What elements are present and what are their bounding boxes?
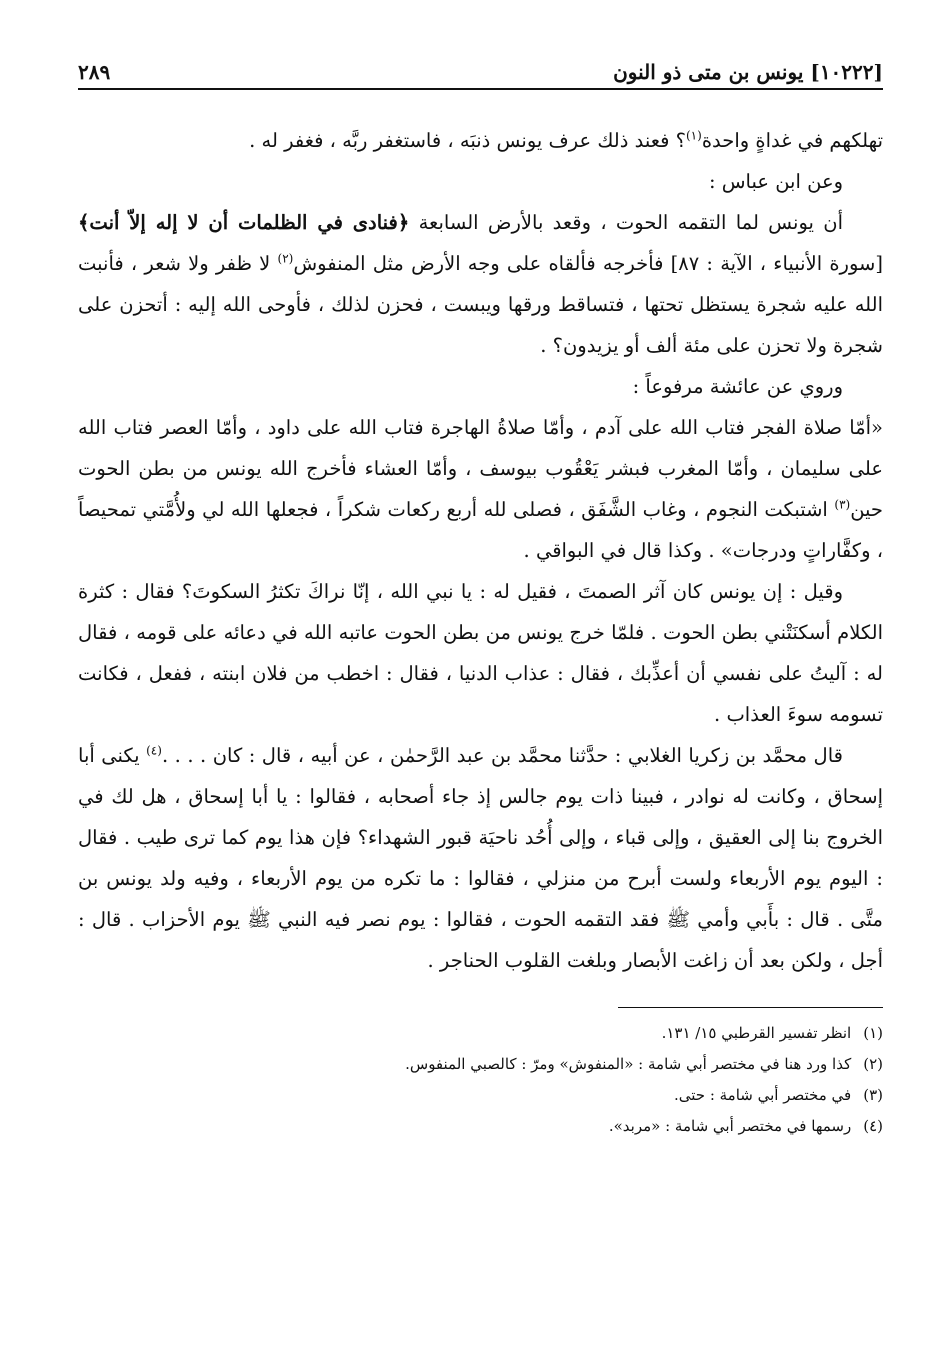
paragraph: أن يونس لما التقمه الحوت ، وقعد بالأرض السابعة ﴿فنادى في الظلمات أن لا إله إلاّ أنت﴾ [سورة الأنبياء ، الآية : ٨٧] فأخرجه فألقاه على وجه الأرض مثل المنفوش$^{(٢)}$ لا ظفر ولا شعر ، فأنبت الله عليه شجرة يستظل تحتها ، فتساقط ورقها ويبست ، فحزن لذلك ، فأوحى الله إليه : أتحزن على شجرة ولا تحزن على مئة ألف أو يزيدون؟ . [78, 211, 883, 357]
footnote-separator [618, 1007, 883, 1008]
quran-quote: ﴿فنادى في الظلمات أن لا إله إلاّ أنت﴾ [78, 211, 410, 234]
footnotes [78, 1018, 883, 1142]
main-text [78, 120, 883, 981]
footnote [78, 1111, 883, 1142]
footnote [78, 1080, 883, 1111]
footnote [78, 1018, 883, 1049]
paragraph: وعن ابن عباس : [708, 170, 843, 193]
footnote-text: رسمها في مختصر أبي شامة : «مربد». [608, 1117, 852, 1135]
footnote-number: (٤) [863, 1117, 883, 1135]
paragraph: قال محمَّد بن زكريا الغلابي : حدَّثنا محمَّد بن عبد الرَّحمٰن ، عن أبيه ، قال : كان . . . .$^{(٤)}$ يكنى أبا إسحاق ، وكانت له نوادر ، فبينا ذات يوم جالس إذ جاء أصحابه ، فقالوا : يا أبا إسحاق ، هل لك في الخروج بنا إلى العقيق ، وإلى قباء ، وإلى أُحُد ناحيَة قبور الشهداء؟ فإن هذا يوم كما ترى طيب . فقال : اليوم يوم الأربعاء ولست أبرح من منزلي ، فقالوا : ما تكره من يوم الأربعاء ، وفيه ولد يونس بن متَّى . قال : بأَبي وأمي ﷺ فقد التقمه الحوت ، فقالوا : يوم نصر فيه النبي ﷺ يوم الأحزاب . قال : أجل ، ولكن بعد أن زاغت الأبصار وبلغت القلوب الحناجر . [78, 743, 883, 972]
running-header [78, 52, 883, 90]
paragraph: «أمّا صلاة الفجر فتاب الله على آدم ، وأمّا صلاةُ الهاجرة فتاب الله على داود ، وأمّا العصر فتاب الله على سليمان ، وأمّا المغرب فبشر يَعْقُوب بيوسف ، وأمّا العشاء فأخرج الله يونس من بطن الحوت حين$^{(٣)}$ اشتبكت النجوم ، وغاب الشَّفَق ، فصلى لله أربع ركعات شكراً ، فجعلها الله لي ولأُمَّتي تمحيصاً ، وكفَّاراتٍ ودرجات» . وكذا قال في البواقي . [78, 416, 883, 562]
footnote [78, 1049, 883, 1080]
footnote-number: (١) [863, 1024, 883, 1042]
paragraph: وروي عن عائشة مرفوعاً : [632, 375, 843, 398]
paragraph: وقيل : إن يونس كان آثر الصمتَ ، فقيل له : يا نبي الله ، إنّا نراكَ تكثرُ السكوتَ؟ فقال : كثرة الكلام أسكنَتْني بطن الحوت . فلمّا خرج يونس من بطن الحوت عاتبه الله في دعائه على قومه ، فقال له : آليتُ على نفسي أن أعذِّبك ، فقال : عذاب الدنيا ، فقال : اخطب من فلان ابنته ، ففعل ، فكانت تسومه سوءَ العذاب . [78, 580, 883, 726]
footnote-ref[interactable]: (٣) [834, 497, 851, 512]
footnote-number: (٢) [863, 1055, 883, 1073]
page-number: ٢٨٩ [78, 60, 111, 84]
paragraph: تهلكهم في غداةٍ واحدة$^{(١)}$؟ فعند ذلك عرف يونس ذنبَه ، فاستغفر ربَّه ، فغفر له . [249, 128, 883, 152]
header-title: [١٠٢٢٢] يونس بن متى ذو النون [613, 60, 883, 84]
footnote-ref[interactable]: (٢) [277, 251, 294, 266]
book-page [78, 52, 883, 1292]
footnote-ref[interactable]: (٤) [146, 743, 162, 758]
footnote-text: انظر تفسير القرطبي ١٥/ ١٣١. [661, 1024, 852, 1042]
footnote-ref[interactable]: (١) [685, 128, 702, 143]
footnote-text: كذا ورد هنا في مختصر أبي شامة : «المنفوش» ومرّ : كالصبي المنفوس. [405, 1055, 852, 1073]
footnote-text: في مختصر أبي شامة : حتى. [673, 1086, 852, 1104]
footnote-number: (٣) [863, 1086, 883, 1104]
